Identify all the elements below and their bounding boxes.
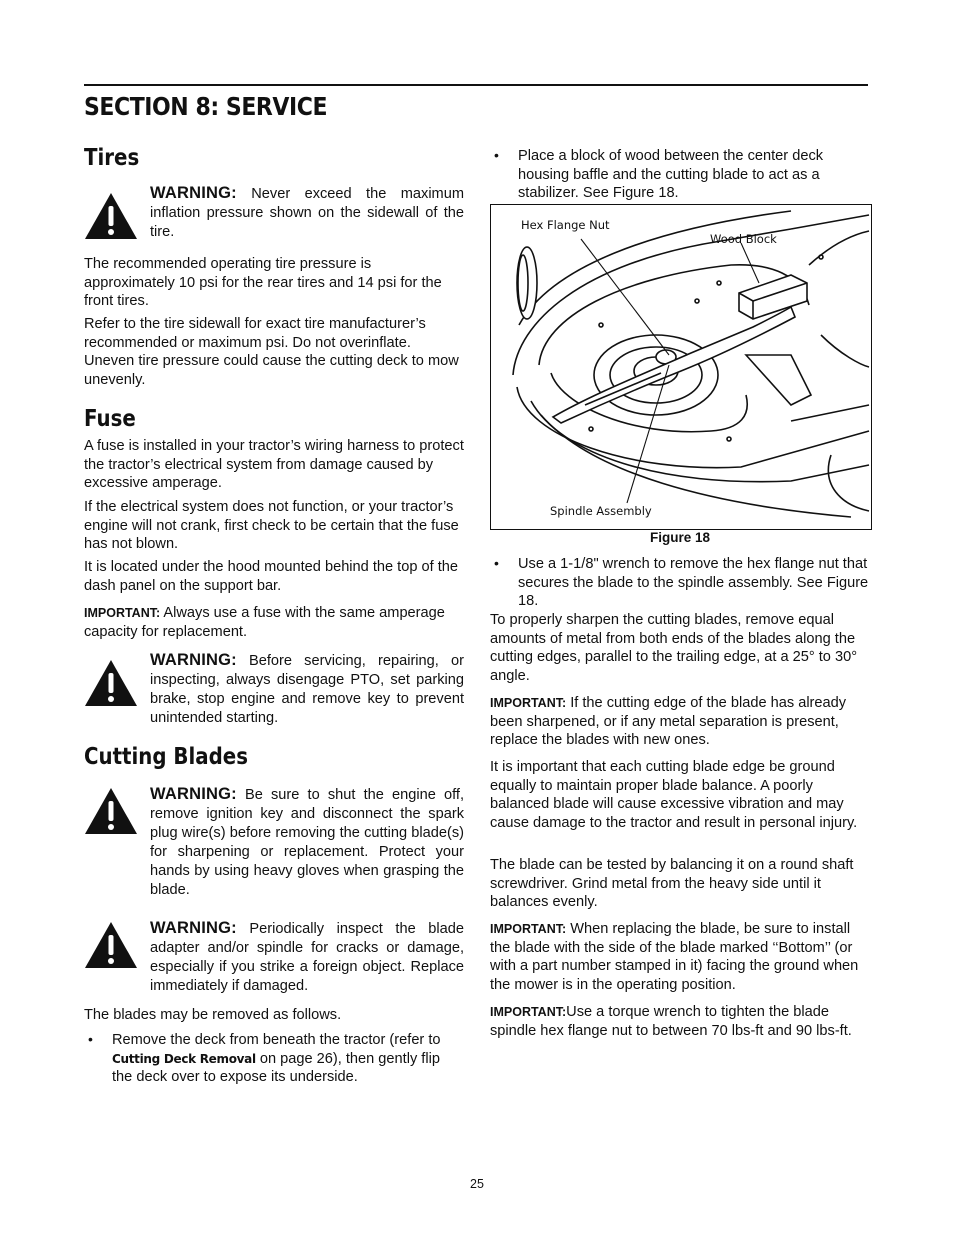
important-label: IMPORTANT: [490, 922, 567, 936]
warning-label: WARNING: [150, 184, 237, 202]
label-spindle-assembly: Spindle Assembly [550, 504, 652, 518]
page-number: 25 [470, 1177, 484, 1191]
bullet-text: Place a block of wood between the center deck housing baffle and the cutting blade to act as a stabilizer. See Figure 18. [518, 148, 824, 202]
fuse-paragraph-1: A fuse is installed in your tractor’s wiring harness to protect the tractor’s electrical system from damage caused by excessive amperage. [84, 438, 464, 492]
fuse-heading: Fuse [84, 406, 136, 432]
cutting-blades-heading: Cutting Blades [84, 744, 248, 770]
fuse-important-note [84, 604, 464, 641]
warning-text: Periodically inspect the blade adapter and/or spindle for cracks or damage, especially if you strike a foreign object. Replace immediately if damaged. [150, 921, 464, 994]
fuse-paragraph-2: If the electrical system does not function, or your tractor’s engine will not crank, first check to be certain that the fuse has not blown. [84, 499, 459, 553]
bullet-text: Use a 1-1/8" wrench to remove the hex flange nut that secures the blade to the spindle assembly. See Figure 18. [518, 556, 869, 610]
warning-text: Before servicing, repairing, or inspecting, always disengage PTO, set parking brake, stop engine and remove key to prevent unintended starting. [150, 653, 464, 726]
tire-pressure-paragraph: The recommended operating tire pressure is approximately 10 psi for the rear tires and 14 psi for the front tires. [84, 256, 442, 310]
top-divider [84, 84, 868, 86]
blades-intro: The blades may be removed as follows. [84, 1007, 342, 1023]
bullet-text: Remove the deck from beneath the tractor (refer to [112, 1032, 441, 1048]
balance-paragraph: It is important that each cutting blade edge be ground equally to maintain proper blade balance. A poorly balanced blade will cause excessive vibration and may cause damage to the tractor and result in personal injury. [490, 759, 858, 832]
warning-triangle-icon [84, 787, 138, 835]
label-wood-block: Wood Block [710, 232, 777, 246]
cross-reference: Cutting Deck Removal [112, 1051, 256, 1066]
section-title: SECTION 8: SERVICE [84, 92, 328, 121]
warning-label: WARNING: [150, 919, 237, 937]
important-note-sharpened [490, 694, 870, 750]
important-note-torque [490, 1003, 870, 1040]
blades-warning-1 [84, 785, 464, 900]
important-label: IMPORTANT: [490, 1005, 567, 1019]
list-item [490, 555, 870, 611]
sharpen-paragraph: To properly sharpen the cutting blades, remove equal amounts of metal from both ends of the blades along the cutting edges, parallel to the trailing edge, at a 25° to 30° angle. [490, 612, 858, 685]
fuse-paragraph-3: It is located under the hood mounted behind the top of the dash panel on the support bar. [84, 559, 459, 594]
warning-triangle-icon [84, 921, 138, 969]
bullet-icon: • [494, 147, 499, 163]
important-text: If the cutting edge of the blade has already been sharpened, or if any metal separation is present, replace the blades with new ones. [490, 695, 847, 749]
tires-warning [84, 184, 464, 242]
test-paragraph: The blade can be tested by balancing it on a round shaft screwdriver. Grind metal from the heavy side until it balances evenly. [490, 857, 854, 911]
list-item [490, 147, 870, 203]
important-label: IMPORTANT: [84, 606, 161, 620]
warning-text: Be sure to shut the engine off, remove ignition key and disconnect the spark plug wire(s) before removing the cutting blade(s) for sharpening or replacement. Protect your hands by using heavy gloves when grasping the blade. [150, 787, 464, 898]
tires-heading: Tires [84, 145, 140, 171]
important-label: IMPORTANT: [490, 696, 567, 710]
warning-triangle-icon [84, 192, 138, 240]
blades-warning-2 [84, 919, 464, 996]
important-text: Use a torque wrench to tighten the blade spindle hex flange nut to between 70 lbs-ft and 90 lbs-ft. [490, 1004, 852, 1039]
fuse-warning [84, 651, 464, 728]
bullet-icon: • [88, 1031, 93, 1047]
important-text: Always use a fuse with the same amperage capacity for replacement. [84, 605, 445, 640]
warning-label: WARNING: [150, 785, 237, 803]
bullet-icon: • [494, 555, 499, 571]
bullet-text: on page 26), then gently flip the deck over to expose its underside. [112, 1050, 440, 1086]
mower-deck-underside-drawing [491, 205, 871, 529]
important-text: When replacing the blade, be sure to install the blade with the side of the blade marked ‘‘Bottom’’ (or with a part number stamped in it) facing the ground when the mower is in the operating position. [490, 921, 859, 994]
figure-caption: Figure 18 [649, 530, 711, 545]
important-note-replace [490, 920, 870, 995]
list-item [84, 1031, 464, 1087]
figure-18-illustration [490, 204, 872, 530]
warning-label: WARNING: [150, 651, 237, 669]
label-hex-flange-nut: Hex Flange Nut [521, 218, 610, 232]
warning-text: Never exceed the maximum inflation pressure shown on the sidewall of the tire. [150, 186, 464, 240]
tire-sidewall-paragraph: Refer to the tire sidewall for exact tire manufacturer’s recommended or maximum psi. Do not overinflate. Uneven tire pressure could cause the cutting deck to mow unevenly. [84, 316, 459, 389]
warning-triangle-icon [84, 659, 138, 707]
